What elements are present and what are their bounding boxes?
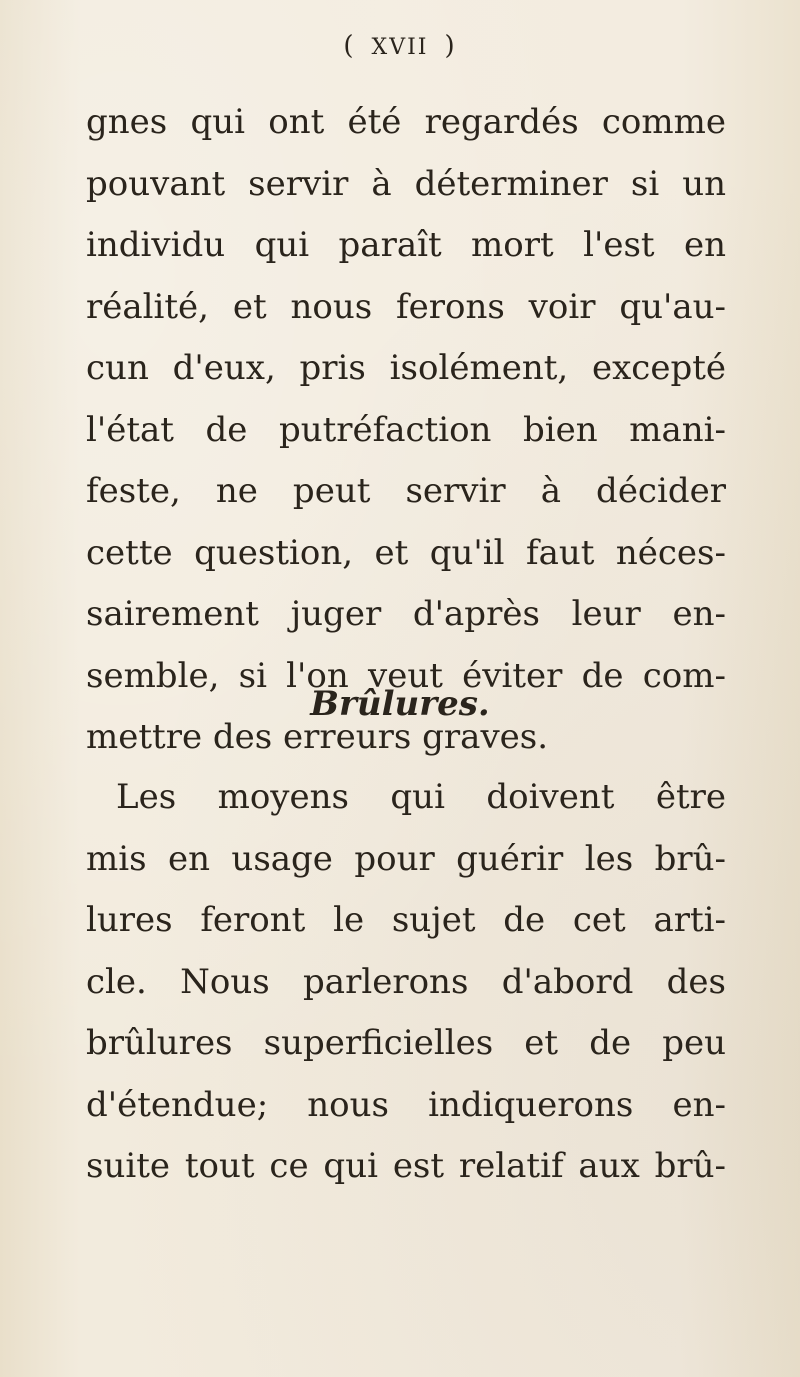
text-line: lures feront le sujet de cet arti- xyxy=(86,900,726,940)
section-title: Brûlures. xyxy=(310,684,490,724)
text-line: l'état de putréfaction bien mani- xyxy=(86,409,726,450)
text-line: pouvant servir à déterminer si un xyxy=(86,163,726,204)
text-line: sairement juger d'après leur en- xyxy=(86,594,726,634)
text-line: brûlures superficielles et de peu xyxy=(86,1023,726,1063)
text-line: d'étendue; nous indiquerons en- xyxy=(86,1084,726,1125)
page-number: XVII xyxy=(371,35,429,60)
text-line: gnes qui ont été regardés comme xyxy=(86,102,726,142)
text-line: individu qui paraît mort l'est en xyxy=(86,225,726,265)
header-open-paren: ( xyxy=(343,31,356,61)
text-line: mettre des erreurs graves. xyxy=(86,717,549,757)
paragraph-burns xyxy=(86,767,726,1198)
paragraph-continued xyxy=(86,92,726,769)
text-line: mis en usage pour guérir les brû- xyxy=(86,838,726,879)
text-line: suite tout ce qui est relatif aux brû- xyxy=(86,1146,726,1186)
text-line: réalité, et nous ferons voir qu'au- xyxy=(86,286,726,327)
header-close-paren: ) xyxy=(444,31,457,61)
text-line: cun d'eux, pris isolément, excepté xyxy=(86,348,726,388)
text-line: cette question, et qu'il faut néces- xyxy=(86,532,726,573)
page-header xyxy=(0,26,800,68)
text-line: feste, ne peut servir à décider xyxy=(86,471,726,511)
text-line: Les moyens qui doivent être xyxy=(116,777,726,817)
text-line: cle. Nous parlerons d'abord des xyxy=(86,961,726,1002)
text-line: semble, si l'on veut éviter de com- xyxy=(86,655,726,696)
